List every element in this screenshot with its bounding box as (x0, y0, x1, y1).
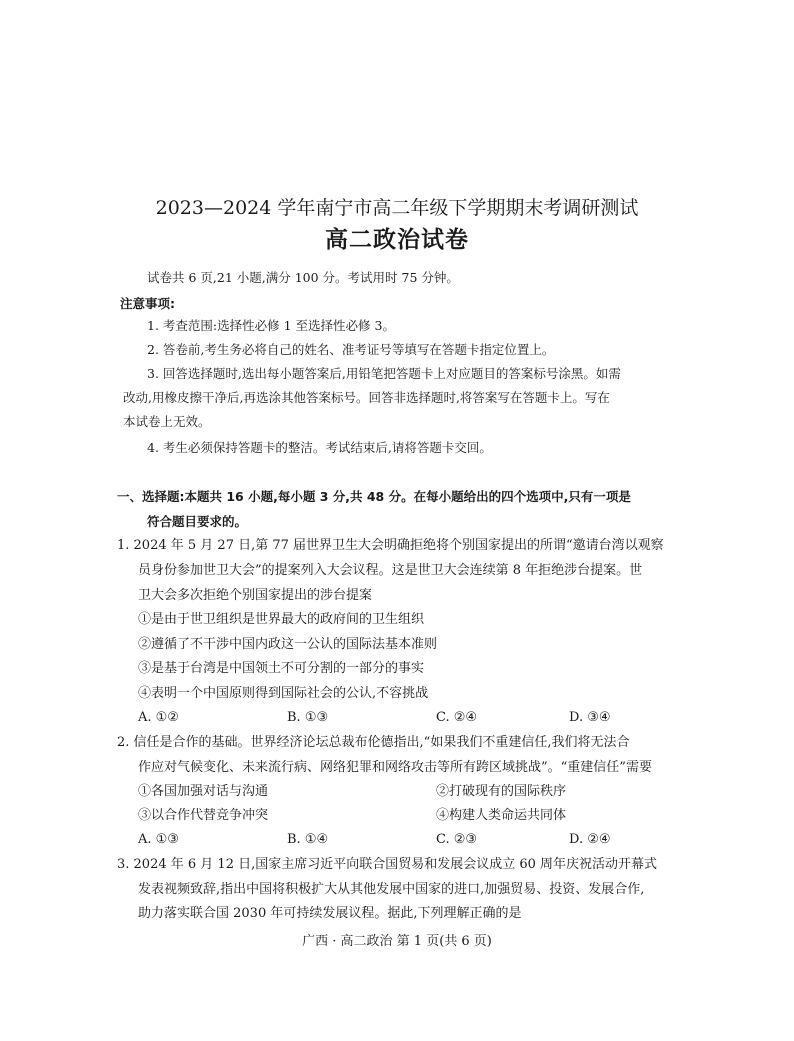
question-1-option-c: C. ②④ (436, 710, 478, 725)
exam-title: 2023—2024 学年南宁市高二年级下学期期末考调研测试 (155, 197, 639, 219)
notice-item: 本试卷上无效。 (123, 414, 211, 429)
section-heading-cont: 符合题目要求的。 (147, 514, 248, 529)
question-1-stem: 1. 2024 年 5 月 27 日,第 77 届世界卫生大会明确拒绝将个别国家提出的所谓“邀请台湾以观察 (117, 538, 664, 553)
question-1-statement: ①是由于世卫组织是世界最大的政府间的卫生组织 (138, 612, 425, 627)
exam-intro: 试卷共 6 页,21 小题,满分 100 分。考试用时 75 分钟。 (147, 270, 459, 285)
question-2-stem: 作应对气候变化、未来流行病、网络犯罪和网络攻击等所有跨区域挑战”。“重建信任”需要 (138, 760, 652, 775)
question-2-stem: 2. 信任是合作的基础。世界经济论坛总裁布伦德指出,“如果我们不重建信任,我们将无法合 (117, 735, 630, 750)
question-2-option-b: B. ①④ (287, 832, 329, 847)
question-1-option-b: B. ①③ (287, 710, 329, 725)
question-3-stem: 3. 2024 年 6 月 12 日,国家主席习近平向联合国贸易和发展会议成立 60 周年庆祝活动开幕式 (117, 857, 658, 872)
question-3-stem: 助力落实联合国 2030 年可持续发展议程。据此,下列理解正确的是 (138, 906, 522, 921)
page-footer: 广西 · 高二政治 第 1 页(共 6 页) (302, 934, 492, 949)
question-2-option-c: C. ②③ (436, 832, 478, 847)
notice-item: 改动,用橡皮擦干净后,再选涂其他答案标号。回答非选择题时,将答案写在答题卡上。写在 (123, 390, 610, 405)
notice-item: 4. 考生必须保持答题卡的整洁。考试结束后,请将答题卡交回。 (147, 440, 492, 455)
exam-subtitle: 高二政治试卷 (325, 227, 469, 253)
section-heading: 一、选择题:本题共 16 小题,每小题 3 分,共 48 分。在每小题给出的四个选项中,只有一项是 (117, 489, 631, 504)
question-2-option-d: D. ②④ (569, 832, 611, 847)
question-2-statement: ④构建人类命运共同体 (436, 808, 567, 823)
question-1-stem: 员身份参加世卫大会”的提案列入大会议程。这是世卫大会连续第 8 年拒绝涉台提案。世 (138, 563, 643, 578)
question-2-statement: ②打破现有的国际秩序 (436, 784, 567, 799)
question-2-statement: ①各国加强对话与沟通 (138, 784, 269, 799)
question-1-stem: 卫大会多次拒绝个别国家提出的涉台提案 (138, 588, 373, 603)
question-2-option-a: A. ①③ (138, 832, 179, 847)
question-2-statement: ③以合作代替竞争冲突 (138, 808, 269, 823)
notice-heading: 注意事项: (120, 296, 175, 311)
notice-item: 2. 答卷前,考生务必将自己的姓名、准考证号等填写在答题卡指定位置上。 (147, 342, 555, 357)
question-1-option-d: D. ③④ (569, 710, 611, 725)
question-1-statement: ②遵循了不干涉中国内政这一公认的国际法基本准则 (138, 637, 438, 652)
question-1-statement: ③是基于台湾是中国领土不可分割的一部分的事实 (138, 661, 425, 676)
question-1-option-a: A. ①② (138, 710, 179, 725)
question-1-statement: ④表明一个中国原则得到国际社会的公认,不容挑战 (138, 686, 429, 701)
question-3-stem: 发表视频致辞,指出中国将积极扩大从其他发展中国家的进口,加强贸易、投资、发展合作, (138, 882, 645, 897)
notice-item: 3. 回答选择题时,选出每小题答案后,用铅笔把答题卡上对应题目的答案标号涂黑。如需 (147, 366, 621, 381)
notice-item: 1. 考查范围:选择性必修 1 至选择性必修 3。 (147, 318, 395, 333)
